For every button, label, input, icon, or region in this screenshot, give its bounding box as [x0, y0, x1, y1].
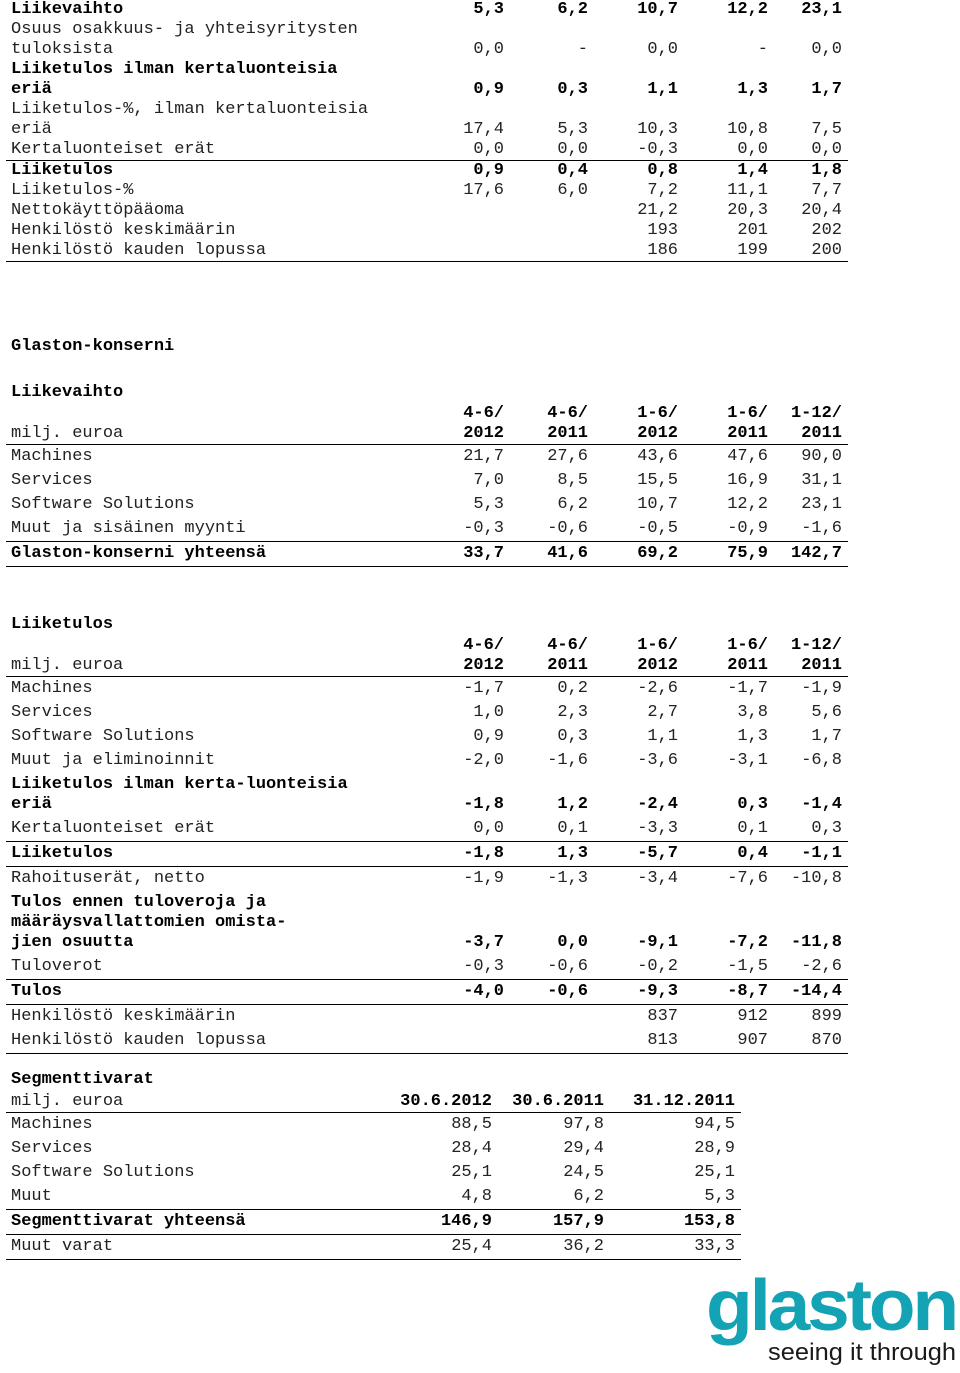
row-label: Muut: [11, 1187, 52, 1206]
table-cell: 6,2: [557, 495, 588, 514]
row-label: [6, 773, 426, 817]
table-row: [6, 221, 848, 241]
logo-wordmark: glaston: [706, 1266, 956, 1346]
row-label-line: Liiketulos ilman kertaluonteisia: [11, 60, 338, 79]
table-row: [6, 891, 848, 955]
row-label: Services: [11, 703, 93, 722]
row-label-line: Liiketulos ilman kerta-luonteisia: [11, 775, 348, 794]
table-cell: 24,5: [563, 1163, 604, 1182]
row-label-line: Liiketulos-%, ilman kertaluonteisia: [11, 100, 369, 119]
row-label: Glaston-konserni yhteensä: [6, 542, 426, 567]
column-header-line: 4-6/: [547, 404, 588, 423]
table-cell: -1,3: [547, 869, 588, 888]
table-cell: 17,6: [463, 181, 504, 200]
table-cell: -1,9: [463, 869, 504, 888]
table-row: [6, 0, 848, 20]
table-cell: 1,1: [647, 80, 678, 99]
table-cell: 1,1: [647, 727, 678, 746]
column-header-line: 2011: [801, 656, 842, 675]
table-cell: 31,1: [801, 471, 842, 490]
table-row: [6, 1005, 848, 1030]
table-cell: 5,3: [473, 0, 504, 19]
table-row: [6, 955, 848, 980]
table-cell: 0,1: [737, 819, 768, 838]
table-cell: 0,0: [557, 933, 588, 952]
table-row: [6, 517, 848, 542]
column-header: 31.12.2011: [610, 1092, 741, 1113]
table-cell: -1,5: [727, 957, 768, 976]
table-row: [6, 469, 848, 493]
row-label: [6, 100, 426, 140]
column-header: 30.6.2012: [386, 1092, 498, 1113]
table-cell: -3,3: [637, 819, 678, 838]
table-cell: [426, 1005, 510, 1030]
segment-assets-table: [6, 1092, 741, 1260]
row-label: Nettokäyttöpääoma: [11, 201, 185, 220]
segment-assets-title: Segmenttivarat: [11, 1070, 154, 1089]
table-cell: -10,8: [790, 869, 842, 888]
column-header-line: 2012: [463, 656, 504, 675]
row-label: Kertaluonteiset erät: [11, 140, 216, 159]
column-header: 30.6.2011: [498, 1092, 610, 1113]
table-cell: -6,8: [801, 751, 842, 770]
row-label: Liiketulos: [6, 842, 426, 867]
revenue-table: [6, 404, 848, 567]
table-cell: 43,6: [637, 447, 678, 466]
row-label: Segmenttivarat yhteensä: [6, 1210, 386, 1235]
table-row: [6, 445, 848, 470]
table-row: [6, 181, 848, 201]
table-cell: -0,2: [637, 957, 678, 976]
table-cell: 0,2: [557, 679, 588, 698]
table-row: [6, 725, 848, 749]
table-cell: -4,0: [426, 980, 510, 1005]
column-header: [774, 404, 848, 445]
row-label: Kertaluonteiset erät: [11, 819, 216, 838]
table-cell: 1,8: [774, 161, 848, 182]
table-cell: 0,9: [473, 80, 504, 99]
table-cell: 2,3: [557, 703, 588, 722]
table-cell: -3,7: [463, 933, 504, 952]
table-header-row: [6, 636, 848, 677]
column-header: [510, 404, 594, 445]
table-cell: 25,1: [451, 1163, 492, 1182]
row-label: Services: [11, 471, 93, 490]
table-header-row: [6, 404, 848, 445]
table-row: [6, 60, 848, 100]
table-cell: -3,4: [637, 869, 678, 888]
table-cell: 23,1: [801, 495, 842, 514]
column-header-line: 4-6/: [463, 636, 504, 655]
table-cell: 6,2: [573, 1187, 604, 1206]
table-cell: 199: [684, 241, 774, 262]
table-cell: -0,3: [463, 519, 504, 538]
row-label-line: Osuus osakkuus- ja yhteisyritysten: [11, 20, 358, 39]
table-cell: -7,6: [727, 869, 768, 888]
glaston-logo: [704, 1264, 960, 1367]
table-row: [6, 1137, 741, 1161]
column-header: [594, 404, 684, 445]
table-cell: 0,0: [473, 40, 504, 59]
table-row: [6, 1161, 741, 1185]
table-cell: 186: [594, 241, 684, 262]
row-label: Rahoituserät, netto: [11, 869, 205, 888]
table-row: [6, 161, 848, 182]
row-label: Liiketulos: [6, 161, 426, 182]
table-cell: -11,8: [790, 933, 842, 952]
table-cell: 0,3: [557, 80, 588, 99]
table-cell: 1,3: [737, 727, 768, 746]
table-cell: 8,5: [557, 471, 588, 490]
table-row: [6, 980, 848, 1005]
row-label: Henkilöstö keskimäärin: [11, 1007, 236, 1026]
table-cell: 4,8: [461, 1187, 492, 1206]
table-cell: 23,1: [801, 0, 842, 19]
table-cell: [510, 1029, 594, 1054]
table-cell: 153,8: [610, 1210, 741, 1235]
table-cell: -0,6: [510, 980, 594, 1005]
table-cell: -: [757, 40, 768, 59]
table-cell: -0,3: [463, 957, 504, 976]
table-cell: 899: [811, 1007, 842, 1026]
table-cell: -0,3: [637, 140, 678, 159]
table-cell: 69,2: [594, 542, 684, 567]
column-header-line: 1-6/: [727, 404, 768, 423]
column-header-line: 4-6/: [547, 636, 588, 655]
row-label: Machines: [11, 447, 93, 466]
row-label: Liikevaihto: [11, 0, 124, 19]
table-cell: -2,6: [801, 957, 842, 976]
table-cell: 28,9: [694, 1139, 735, 1158]
table-cell: 75,9: [684, 542, 774, 567]
table-cell: 6,0: [557, 181, 588, 200]
table-cell: 1,0: [473, 703, 504, 722]
table-cell: 0,0: [557, 140, 588, 159]
table-cell: 0,0: [473, 140, 504, 159]
table-cell: 97,8: [563, 1115, 604, 1134]
row-label: Machines: [11, 1115, 93, 1134]
table-cell: 7,2: [647, 181, 678, 200]
ebit-title: Liiketulos: [11, 615, 114, 634]
row-label: Tulos: [6, 980, 426, 1005]
row-label-line: eriä: [11, 795, 52, 814]
table-cell: 1,3: [510, 842, 594, 867]
table-row: [6, 749, 848, 773]
row-label: [6, 891, 426, 955]
table-cell: 0,4: [510, 161, 594, 182]
table-row: [6, 20, 848, 60]
table-cell: 0,1: [557, 819, 588, 838]
column-header: [510, 636, 594, 677]
table-cell: 17,4: [463, 120, 504, 139]
table-cell: 0,4: [684, 842, 774, 867]
table-cell: 201: [737, 221, 768, 240]
table-cell: [510, 201, 594, 221]
column-header-line: 2012: [637, 656, 678, 675]
row-label: Henkilöstö keskimäärin: [11, 221, 236, 240]
table-row: [6, 201, 848, 221]
table-cell: [510, 221, 594, 241]
table-cell: 10,7: [637, 495, 678, 514]
table-cell: -14,4: [774, 980, 848, 1005]
logo-tagline: seeing it through: [768, 1339, 956, 1366]
table-row: [6, 1210, 741, 1235]
table-row: [6, 1185, 741, 1210]
table-cell: 0,3: [557, 727, 588, 746]
column-header-line: 1-6/: [637, 636, 678, 655]
table-cell: 94,5: [694, 1115, 735, 1134]
table-cell: -0,5: [637, 519, 678, 538]
table-cell: 16,9: [727, 471, 768, 490]
column-header-line: 2012: [463, 424, 504, 443]
row-label: Muut varat: [6, 1235, 386, 1260]
table-cell: 15,5: [637, 471, 678, 490]
table-cell: -9,3: [594, 980, 684, 1005]
column-header-line: 1-12/: [790, 636, 842, 655]
table-cell: 0,3: [737, 795, 768, 814]
table-row: [6, 1113, 741, 1138]
group-title: Glaston-konserni: [11, 337, 175, 356]
row-label: [6, 20, 426, 60]
row-label-line: eriä: [11, 120, 52, 139]
column-header-line: 1-12/: [790, 404, 842, 423]
row-label-line: tuloksista: [11, 40, 114, 59]
table-cell: 41,6: [510, 542, 594, 567]
unit-label: milj. euroa: [6, 1092, 386, 1113]
table-cell: 11,1: [727, 181, 768, 200]
column-header: [774, 636, 848, 677]
table-cell: -1,6: [801, 519, 842, 538]
table-cell: 7,7: [811, 181, 842, 200]
row-label: Liiketulos-%: [11, 181, 134, 200]
unit-label: milj. euroa: [6, 404, 426, 445]
table-cell: 33,7: [426, 542, 510, 567]
ebit-table: [6, 636, 848, 1054]
table-row: [6, 542, 848, 567]
table-cell: 5,3: [557, 120, 588, 139]
table-cell: 28,4: [451, 1139, 492, 1158]
table-cell: -1,7: [727, 679, 768, 698]
table-cell: 146,9: [386, 1210, 498, 1235]
table-row: [6, 100, 848, 140]
table-cell: 813: [594, 1029, 684, 1054]
table-row: [6, 773, 848, 817]
row-label: [6, 60, 426, 100]
table-cell: 870: [774, 1029, 848, 1054]
table-cell: 1,2: [557, 795, 588, 814]
table-cell: -0,6: [547, 957, 588, 976]
table-cell: 20,4: [801, 201, 842, 220]
table-cell: [510, 1005, 594, 1030]
table-cell: 10,8: [727, 120, 768, 139]
table-cell: 1,3: [737, 80, 768, 99]
column-header-line: 2012: [637, 424, 678, 443]
row-label: Software Solutions: [11, 1163, 195, 1182]
table-cell: -0,9: [727, 519, 768, 538]
table-cell: -1,1: [774, 842, 848, 867]
column-header: [426, 404, 510, 445]
table-cell: [426, 241, 510, 262]
row-label-line: jien osuutta: [11, 933, 134, 952]
table-cell: 33,3: [610, 1235, 741, 1260]
column-header-line: 2011: [727, 424, 768, 443]
table-cell: 2,7: [647, 703, 678, 722]
table-cell: 90,0: [801, 447, 842, 466]
table-cell: 5,3: [473, 495, 504, 514]
table-cell: 193: [647, 221, 678, 240]
table-header-row: [6, 1092, 741, 1113]
table-cell: 0,0: [737, 140, 768, 159]
table-cell: -2,4: [637, 795, 678, 814]
table-cell: -9,1: [637, 933, 678, 952]
table-row: [6, 241, 848, 262]
column-header-line: 1-6/: [727, 636, 768, 655]
column-header-line: 4-6/: [463, 404, 504, 423]
row-label: Services: [11, 1139, 93, 1158]
table-cell: [510, 241, 594, 262]
table-cell: 0,8: [594, 161, 684, 182]
table-cell: -5,7: [594, 842, 684, 867]
table-cell: 202: [811, 221, 842, 240]
column-header: [684, 404, 774, 445]
table-cell: 0,0: [811, 140, 842, 159]
table-cell: 0,0: [647, 40, 678, 59]
table-cell: 12,2: [727, 495, 768, 514]
table-cell: 47,6: [727, 447, 768, 466]
table-cell: -1,8: [463, 795, 504, 814]
column-header-line: 1-6/: [637, 404, 678, 423]
table-cell: 1,7: [811, 727, 842, 746]
segment-continued-table: [6, 0, 848, 262]
table-cell: 36,2: [498, 1235, 610, 1260]
table-row: [6, 677, 848, 702]
table-cell: 5,6: [811, 703, 842, 722]
table-cell: 0,9: [426, 161, 510, 182]
table-cell: -8,7: [684, 980, 774, 1005]
row-label: Machines: [11, 679, 93, 698]
table-cell: -3,1: [727, 751, 768, 770]
table-cell: 0,3: [811, 819, 842, 838]
column-header-line: 2011: [547, 424, 588, 443]
table-cell: -2,6: [637, 679, 678, 698]
table-cell: 0,9: [473, 727, 504, 746]
table-cell: [426, 221, 510, 241]
table-cell: 6,2: [557, 0, 588, 19]
row-label: Muut ja eliminoinnit: [11, 751, 216, 770]
table-row: [6, 140, 848, 161]
table-cell: -1,6: [547, 751, 588, 770]
table-cell: 1,4: [684, 161, 774, 182]
table-cell: 88,5: [451, 1115, 492, 1134]
table-cell: 29,4: [563, 1139, 604, 1158]
table-cell: -3,6: [637, 751, 678, 770]
table-row: [6, 701, 848, 725]
row-label: Henkilöstö kauden lopussa: [6, 1029, 426, 1054]
table-cell: 10,3: [637, 120, 678, 139]
table-cell: -: [577, 40, 588, 59]
row-label: Software Solutions: [11, 727, 195, 746]
row-label: Software Solutions: [11, 495, 195, 514]
table-cell: 21,2: [637, 201, 678, 220]
row-label: Tuloverot: [11, 957, 103, 976]
table-cell: -1,8: [426, 842, 510, 867]
table-cell: -1,7: [463, 679, 504, 698]
table-cell: 7,5: [811, 120, 842, 139]
table-cell: [426, 1029, 510, 1054]
table-row: [6, 817, 848, 842]
table-cell: 20,3: [727, 201, 768, 220]
row-label-line: määräysvallattomien omista-: [11, 913, 287, 932]
table-cell: 25,4: [386, 1235, 498, 1260]
table-cell: -1,9: [801, 679, 842, 698]
table-cell: 1,7: [811, 80, 842, 99]
table-cell: 157,9: [498, 1210, 610, 1235]
table-cell: -1,4: [801, 795, 842, 814]
table-cell: 7,0: [473, 471, 504, 490]
row-label-line: eriä: [11, 80, 52, 99]
table-cell: 3,8: [737, 703, 768, 722]
table-cell: 200: [774, 241, 848, 262]
table-cell: 27,6: [547, 447, 588, 466]
table-row: [6, 493, 848, 517]
table-cell: 5,3: [704, 1187, 735, 1206]
column-header: [426, 636, 510, 677]
table-cell: 25,1: [694, 1163, 735, 1182]
column-header: [684, 636, 774, 677]
table-cell: 907: [684, 1029, 774, 1054]
table-row: [6, 867, 848, 892]
row-label-line: Tulos ennen tuloveroja ja: [11, 893, 267, 912]
unit-label: milj. euroa: [6, 636, 426, 677]
table-cell: 912: [737, 1007, 768, 1026]
column-header-line: 2011: [801, 424, 842, 443]
table-row: [6, 1235, 741, 1260]
table-cell: 10,7: [637, 0, 678, 19]
table-cell: -7,2: [727, 933, 768, 952]
column-header-line: 2011: [547, 656, 588, 675]
column-header-line: 2011: [727, 656, 768, 675]
table-row: [6, 842, 848, 867]
table-cell: 0,0: [811, 40, 842, 59]
table-cell: 0,0: [473, 819, 504, 838]
table-cell: 12,2: [727, 0, 768, 19]
row-label: Henkilöstö kauden lopussa: [6, 241, 426, 262]
table-cell: 21,7: [463, 447, 504, 466]
table-cell: [426, 201, 510, 221]
row-label: Muut ja sisäinen myynti: [11, 519, 246, 538]
revenue-title: Liikevaihto: [11, 383, 124, 402]
table-cell: -2,0: [463, 751, 504, 770]
table-row: [6, 1029, 848, 1054]
table-cell: 837: [647, 1007, 678, 1026]
column-header: [594, 636, 684, 677]
table-cell: 142,7: [774, 542, 848, 567]
table-cell: -0,6: [547, 519, 588, 538]
